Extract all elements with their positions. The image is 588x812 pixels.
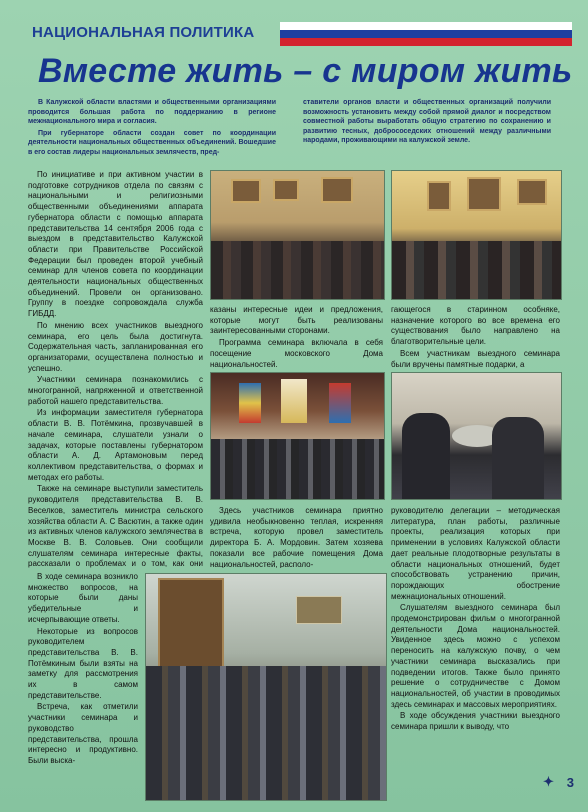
column-2-low-text — [210, 506, 383, 568]
house-of-nationalities-photo — [210, 372, 385, 500]
wall-painting — [427, 181, 451, 211]
column-1-text — [28, 170, 203, 572]
column-3-mid-text — [391, 305, 560, 369]
banner — [329, 383, 351, 423]
wall-painting — [517, 179, 547, 205]
memorial-plaque — [296, 596, 342, 624]
person — [492, 417, 544, 499]
flag-red-stripe — [280, 38, 572, 46]
paragraph: В ходе семинара возникло множество вопросов, на которые были даны убедительные и исчерпывающие ответы. — [28, 572, 138, 624]
russian-flag-stripe — [280, 22, 572, 46]
lead-paragraph: При губернаторе области создан совет по координации деятельности национальных общественных объединений. Вошедшие в его состав лидеры национальных землячеств, пред- — [28, 129, 276, 156]
audience-rows — [211, 241, 384, 299]
wall-painting — [273, 179, 299, 201]
page-number: 3 — [566, 775, 574, 790]
paragraph: По мнению всех участников выездного семинара, его цель была достигнута. Содержательная часть, запланированная его организаторами, осуществлена полностью и успешно. — [28, 320, 203, 373]
group-of-people — [211, 439, 384, 499]
paragraph: Всем участникам выездного семинара были вручены памятные подарки, а — [391, 348, 560, 369]
banner — [239, 383, 261, 423]
article-title: Вместе жить – с миром жить — [38, 52, 573, 90]
paragraph: По инициативе и при активном участии в подготовке сотрудников отдела по связям с национальными и религиозными общественными объединениями аппарата губернатора области с помощью аппарата представительства 14 сентября 2006 года с выездом в представительство Калужской области при Правительстве Российской Федерации был проведен второй учебный семинар для членов совета по координации деятельности национальных общественных объединений. Провели он организовано. Группу в поездке сопровождала служба ГИБДД. — [28, 170, 203, 319]
paragraph: гающегося в старинном особняке, назначение которого во все времена его существования было направлено на благотворительные цели. — [391, 305, 560, 347]
paragraph: Участники семинара познакомились с многогранной, напряженной и ответственной работой нашего представительства. — [28, 375, 203, 406]
wall-painting — [467, 177, 501, 211]
group-photo — [145, 573, 387, 801]
audience-photo — [391, 170, 562, 300]
lead-paragraph: ставители органов власти и общественных организаций получили возможность установить между собой прямой диалог и посредством совместной работы выработать общую стратегию по сохранению и развитию тесных, добрососедских отношений между различными народами, проживающими на калужской земле. — [303, 99, 551, 145]
paragraph: В ходе обсуждения участники выездного семинара пришли к выводу, что — [391, 711, 560, 732]
paragraph: руководителю делегации – методическая литература, план работы, различные проекты, реализация которых при применении в условиях Калужской области дает реальные плодотворные результаты в области национальных отношений, будет способствовать устранению причин, порождающих обострение межнациональных отношений. — [391, 506, 560, 601]
lead-right — [303, 98, 551, 148]
flag-white-stripe — [280, 22, 572, 30]
column-1-lower-text — [28, 572, 138, 808]
column-2-mid-text — [210, 305, 383, 369]
paragraph: Программа семинара включала в себя посещение московского Дома национальностей. — [210, 338, 383, 369]
flag-blue-stripe — [280, 30, 572, 38]
paragraph: Также на семинаре выступили заместитель руководителя представительства В. В. Веселков, заместитель министра сельского хозяйства области А. С Васютин, а также один из активных членов калужского землячества в Москве В. В. Соловьев. Они сообщили слушателям семинара интересные факты, рассказали о проблемах и о том, как они — [28, 484, 203, 569]
lead-left — [28, 98, 276, 160]
paragraph: Некоторые из вопросов руководителем представительства В. В. Потёмкиным были взяты на заметку для рассмотрения их в самом представительстве. — [28, 626, 138, 700]
paragraph: Встреча, как отметили участники семинара и руководство представительства, прошла интересно и продуктивно. Были выска- — [28, 702, 138, 765]
page-number-glyph: ✦ — [543, 774, 554, 789]
paragraph: Здесь участников семинара приятно удивила необыкновенно теплая, искренняя встреча, которую провел заместитель директора Б. А. Мордовин. Затем хозяева показали все рабочие помещения Дома национальностей, располо- — [210, 506, 383, 568]
group-of-people — [146, 666, 386, 800]
paragraph: Из информации заместителя губернатора области В. В. Потёмкина, прозвучавшей в начале семинара, слушатели узнали о задачах, которые поставлены губернатором области А. Д. Артамоновым перед коллективом представительства, о формах и методах его работы. — [28, 408, 203, 482]
banner — [281, 379, 307, 423]
person — [402, 413, 450, 499]
column-3-low-text — [391, 506, 560, 806]
section-rubric: НАЦИОНАЛЬНАЯ ПОЛИТИКА — [32, 24, 255, 41]
paragraph: Слушателям выездного семинара был продемонстрирован фильм о многогранной деятельности Дома национальностей. Увиденное здесь можно с успехом переносить на калужскую почву, о чем участники семинара высказались при подведении итогов. Также было принято решение о сотрудничестве с Домом национальностей, об участии в проводимых здесь семинарах и массовых мероприятиях. — [391, 603, 560, 709]
audience-rows — [392, 241, 561, 299]
paragraph: казаны интересные идеи и предложения, которые могут быть реализованы заинтересованными сторонами. — [210, 305, 383, 336]
gift-presentation-photo — [391, 372, 562, 500]
seminar-hall-photo — [210, 170, 385, 300]
lead-paragraph: В Калужской области властями и общественными организациями проводится большая работа по поддержанию в регионе межнационального мира и согласия. — [28, 99, 276, 126]
wall-painting — [231, 179, 261, 203]
wall-painting — [321, 177, 353, 203]
